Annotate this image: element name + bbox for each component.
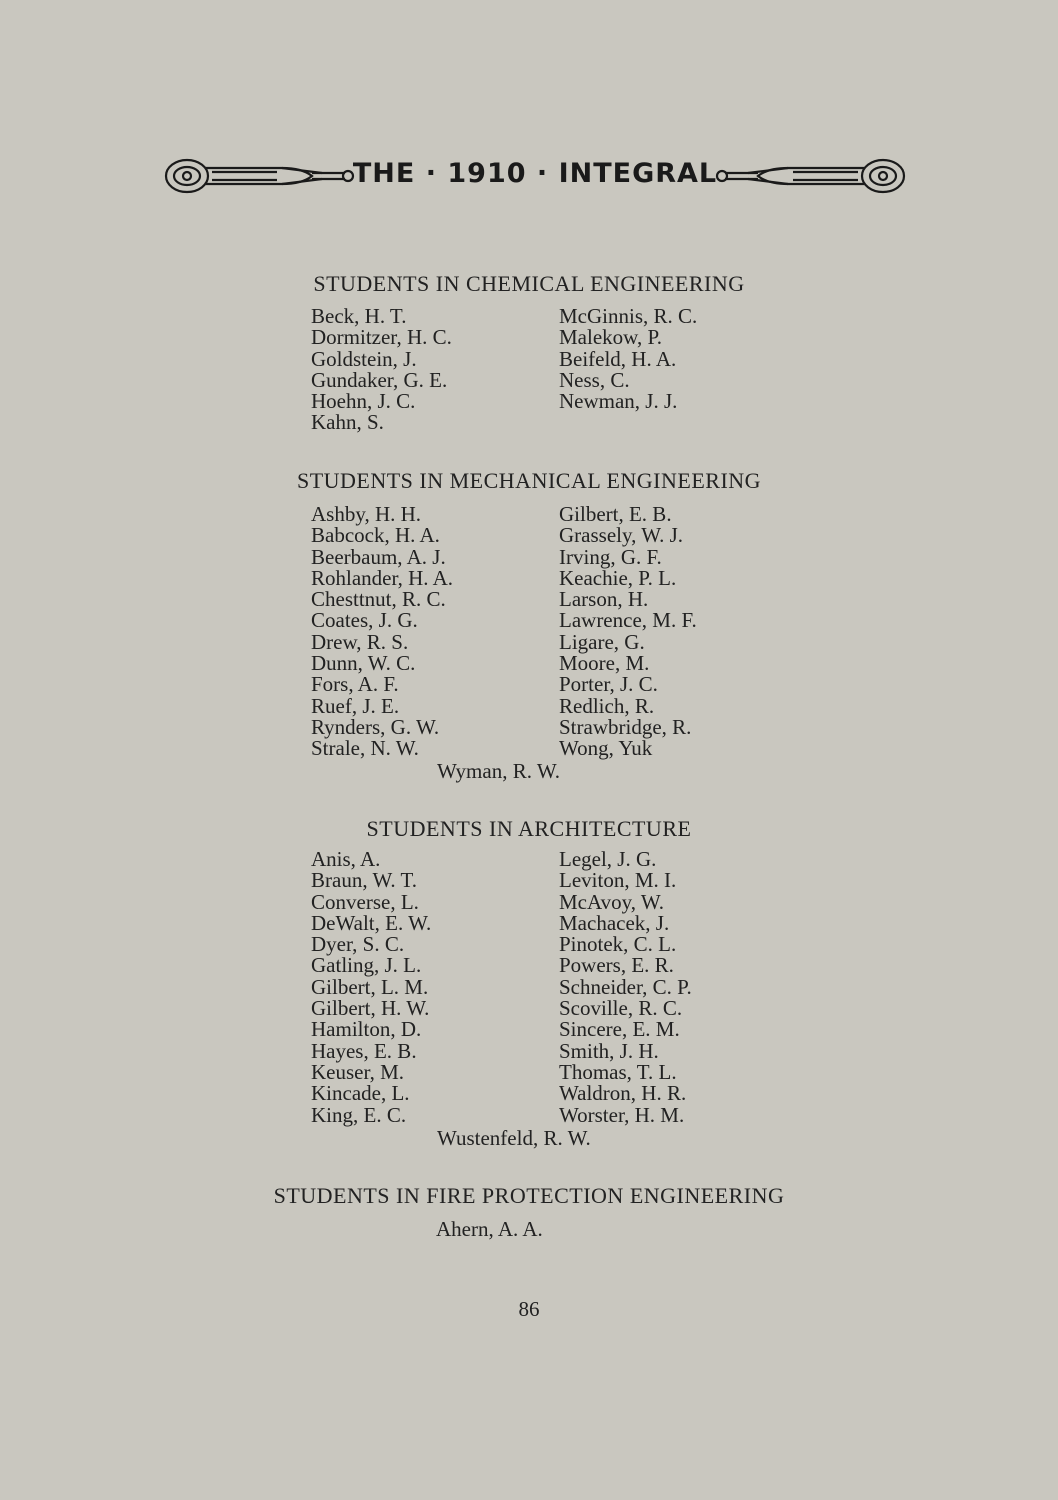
ornament-right-icon <box>713 150 908 200</box>
name-entry: Goldstein, J. <box>311 346 417 371</box>
name-entry: Leviton, M. I. <box>559 868 677 893</box>
name-entry: Hayes, E. B. <box>311 1038 417 1063</box>
name-entry: Braun, W. T. <box>311 868 417 893</box>
name-entry: Newman, J. J. <box>559 389 678 414</box>
name-entry: McAvoy, W. <box>559 889 664 914</box>
name-entry: Malekow, P. <box>559 325 663 350</box>
name-entry: Irving, G. F. <box>559 544 662 569</box>
name-entry: Hamilton, D. <box>311 1017 422 1042</box>
name-entry: Scoville, R. C. <box>559 996 683 1021</box>
name-entry: Worster, H. M. <box>559 1102 685 1127</box>
name-entry: Chesttnut, R. C. <box>311 587 446 612</box>
name-list-left <box>311 504 453 760</box>
name-entry: Redlich, R. <box>559 693 655 718</box>
name-entry: Gilbert, E. B. <box>559 502 672 526</box>
name-entry: McGinnis, R. C. <box>559 304 698 328</box>
name-entry: Kincade, L. <box>311 1081 410 1106</box>
name-entry: Keachie, P. L. <box>559 565 677 590</box>
name-entry: Dyer, S. C. <box>311 932 405 957</box>
name-entry: Grassely, W. J. <box>559 523 684 548</box>
name-entry: Gatling, J. L. <box>311 953 422 978</box>
name-entry: Porter, J. C. <box>559 672 658 697</box>
name-entry: Coates, J. G. <box>311 608 418 633</box>
name-entry: Converse, L. <box>311 889 419 914</box>
name-entry: Babcock, H. A. <box>311 523 440 548</box>
section-title-chemical: STUDENTS IN CHEMICAL ENGINEERING <box>313 271 745 296</box>
name-entry: Gilbert, H. W. <box>311 996 430 1021</box>
name-entry: Beifeld, H. A. <box>559 346 677 371</box>
name-entry-centered: Ahern, A. A. <box>436 1217 543 1241</box>
name-list-right <box>559 849 692 1126</box>
name-entry: Sincere, E. M. <box>559 1017 680 1042</box>
name-list-left <box>311 849 431 1126</box>
name-entry: DeWalt, E. W. <box>311 910 432 935</box>
name-entry: Dunn, W. C. <box>311 651 416 676</box>
name-entry: Larson, H. <box>559 587 649 612</box>
name-entry: Anis, A. <box>311 847 381 871</box>
name-entry: Powers, E. R. <box>559 953 674 978</box>
name-entry-centered: Wyman, R. W. <box>437 759 560 783</box>
name-entry: Beerbaum, A. J. <box>311 544 446 569</box>
name-entry: Keuser, M. <box>311 1059 405 1084</box>
name-entry: Lawrence, M. F. <box>559 608 697 633</box>
name-entry: Pinotek, C. L. <box>559 932 677 957</box>
name-entry: Moore, M. <box>559 651 650 676</box>
name-entry: Legel, J. G. <box>559 847 657 871</box>
name-entry: Fors, A. F. <box>311 672 399 697</box>
name-entry: Schneider, C. P. <box>559 974 692 999</box>
page-header-title: THE · 1910 · INTEGRAL <box>352 158 718 189</box>
name-list-right <box>559 504 697 760</box>
name-entry: Machacek, J. <box>559 910 670 935</box>
name-entry: Dormitzer, H. C. <box>311 325 452 350</box>
page-header <box>162 150 908 200</box>
name-entry: Kahn, S. <box>311 410 384 435</box>
name-entry: Strale, N. W. <box>311 736 419 761</box>
name-entry: Gundaker, G. E. <box>311 367 448 392</box>
name-entry: Strawbridge, R. <box>559 714 692 739</box>
name-entry: Ness, C. <box>559 367 630 392</box>
name-entry: King, E. C. <box>311 1102 407 1127</box>
name-entry: Ruef, J. E. <box>311 693 400 718</box>
name-entry: Wong, Yuk <box>559 736 653 761</box>
name-entry: Hoehn, J. C. <box>311 389 416 414</box>
name-entry: Waldron, H. R. <box>559 1081 687 1106</box>
name-list-left <box>311 306 452 434</box>
name-entry: Drew, R. S. <box>311 629 409 654</box>
section-title-architecture: STUDENTS IN ARCHITECTURE <box>366 816 692 841</box>
name-entry: Rohlander, H. A. <box>311 565 454 590</box>
name-list-right <box>559 306 697 412</box>
name-entry: Beck, H. T. <box>311 304 407 328</box>
name-entry: Gilbert, L. M. <box>311 974 429 999</box>
name-entry: Smith, J. H. <box>559 1038 659 1063</box>
name-entry: Thomas, T. L. <box>559 1059 677 1084</box>
name-entry-centered: Wustenfeld, R. W. <box>437 1126 591 1150</box>
name-entry: Ligare, G. <box>559 629 645 654</box>
section-title-mechanical: STUDENTS IN MECHANICAL ENGINEERING <box>296 468 762 493</box>
name-entry: Rynders, G. W. <box>311 714 440 739</box>
page-number: 86 <box>518 1297 540 1321</box>
name-entry: Ashby, H. H. <box>311 502 422 526</box>
section-title-fire-protection: STUDENTS IN FIRE PROTECTION ENGINEERING <box>273 1183 785 1208</box>
